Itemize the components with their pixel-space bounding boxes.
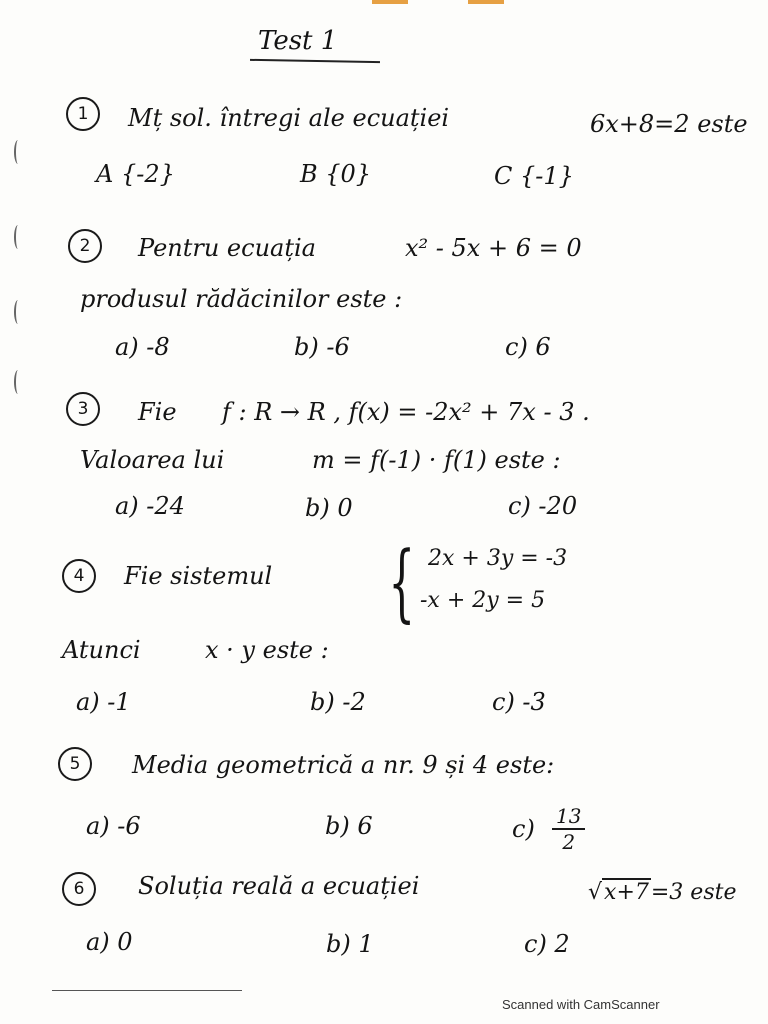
question-5-option-b: b) 6 [325,812,373,840]
question-5-option-c: c) [512,815,535,843]
question-5-option-a: a) -6 [86,812,141,840]
question-4-text: Fie sistemul [124,562,273,590]
question-1-option-c: C {-1} [494,162,574,190]
question-2-equation: x² - 5x + 6 = 0 [405,234,582,262]
question-6-radical-expression [588,880,736,905]
binding-hole-mark [14,370,22,394]
question-3-option-c: c) -20 [508,492,578,520]
question-2-option-b: b) -6 [294,333,350,361]
question-1-option-b: B {0} [300,160,372,188]
question-3-text: Fie [138,398,177,426]
question-2-text: Pentru ecuația [138,234,316,262]
question-2-option-a: a) -8 [115,333,170,361]
question-6-radicand: x+7 [604,880,649,905]
question-6-text: Soluția reală a ecuației [138,872,420,900]
question-5-number: 5 [58,747,92,781]
question-5-fraction [552,804,585,854]
title-underline [250,59,380,63]
question-6-equation-tail: =3 este [650,880,737,905]
question-1-text: Mț sol. întregi ale ecuației [128,104,450,132]
question-4-text-2: Atunci [62,636,141,664]
question-4-option-a: a) -1 [76,688,131,716]
system-brace: { [388,533,416,631]
question-6-option-c: c) 2 [524,930,570,958]
fraction-denominator: 2 [562,830,576,854]
sqrt-symbol: √ [588,880,603,905]
question-6-option-b: b) 1 [326,930,374,958]
question-3-text-2: Valoarea lui [80,446,225,474]
binding-hole-mark [14,300,22,324]
question-3-option-a: a) -24 [115,492,185,520]
question-3-option-b: b) 0 [305,494,353,522]
question-4-number: 4 [62,559,96,593]
question-2-number: 2 [68,229,102,263]
question-3-equation-2: m = f(-1) · f(1) este : [312,446,561,474]
question-4-system-eq-2: -x + 2y = 5 [420,588,546,613]
question-1-option-a: A {-2} [96,160,175,188]
question-1-equation: 6x+8=2 este [590,110,748,138]
question-4-equation-2: x · y este : [205,636,329,664]
binding-hole-mark [14,225,22,249]
test-title: Test 1 [258,26,338,56]
tape-mark [468,0,504,4]
binding-hole-mark [14,140,22,164]
question-4-system-eq-1: 2x + 3y = -3 [428,546,568,571]
question-3-number: 3 [66,392,100,426]
question-1-number: 1 [66,97,100,131]
fraction-numerator: 13 [552,804,585,830]
scanner-watermark: Scanned with CamScanner [502,997,660,1012]
question-3-equation: f : R → R , f(x) = -2x² + 7x - 3 . [222,398,590,426]
question-6-number: 6 [62,872,96,906]
question-4-option-b: b) -2 [310,688,366,716]
question-2-text-2: produsul rădăcinilor este : [80,285,403,313]
question-4-option-c: c) -3 [492,688,546,716]
page-bottom-line [52,990,242,991]
question-6-option-a: a) 0 [86,928,133,956]
tape-mark [372,0,408,4]
question-5-text: Media geometrică a nr. 9 și 4 este: [132,751,555,779]
question-2-option-c: c) 6 [505,333,551,361]
